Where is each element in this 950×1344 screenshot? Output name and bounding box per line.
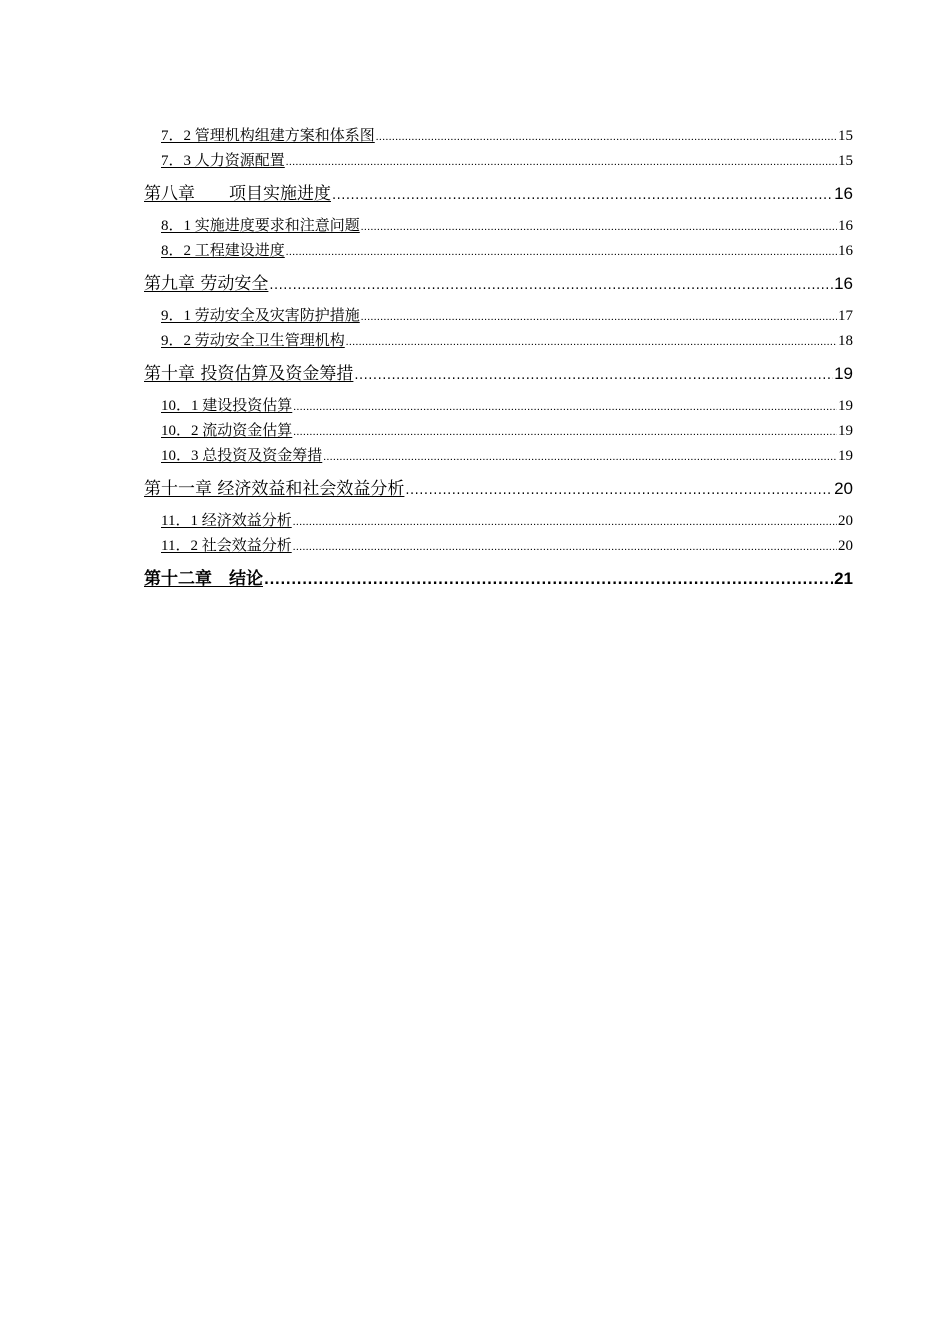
toc-chapter-12[interactable] bbox=[144, 565, 853, 593]
toc-page-number: 16 bbox=[834, 274, 853, 293]
toc-page-number: 18 bbox=[838, 333, 853, 349]
table-of-contents bbox=[144, 124, 853, 599]
toc-page-number: 21 bbox=[834, 569, 853, 588]
toc-entry-8-2[interactable] bbox=[144, 239, 853, 264]
dot-leader bbox=[332, 182, 833, 210]
toc-page-number: 16 bbox=[838, 218, 853, 234]
toc-chapter-label: 第十二章 结论 bbox=[144, 569, 263, 589]
toc-entry-label: 9．1 劳动安全及灾害防护措施 bbox=[161, 308, 360, 324]
toc-entry-10-1[interactable] bbox=[144, 394, 853, 419]
toc-page-number: 19 bbox=[838, 398, 853, 414]
toc-chapter-9[interactable] bbox=[144, 270, 853, 298]
toc-chapter-8[interactable] bbox=[144, 180, 853, 208]
dot-leader bbox=[269, 272, 833, 300]
toc-entry-label: 10．1 建设投资估算 bbox=[161, 398, 293, 414]
toc-entry-9-1[interactable] bbox=[144, 304, 853, 329]
toc-entry-8-1[interactable] bbox=[144, 214, 853, 239]
toc-page-number: 19 bbox=[838, 423, 853, 439]
toc-page-number: 20 bbox=[838, 513, 853, 529]
dot-leader bbox=[293, 510, 837, 535]
toc-entry-7-2[interactable] bbox=[144, 124, 853, 149]
dot-leader bbox=[405, 477, 833, 505]
toc-entry-7-3[interactable] bbox=[144, 149, 853, 174]
dot-leader bbox=[323, 445, 837, 470]
toc-entry-label: 8．2 工程建设进度 bbox=[161, 243, 285, 259]
toc-entry-10-2[interactable] bbox=[144, 419, 853, 444]
toc-page-number: 16 bbox=[834, 184, 853, 203]
toc-entry-9-2[interactable] bbox=[144, 329, 853, 354]
dot-leader bbox=[376, 125, 837, 150]
toc-entry-11-1[interactable] bbox=[144, 509, 853, 534]
toc-page-number: 20 bbox=[838, 538, 853, 554]
toc-entry-label: 10．2 流动资金估算 bbox=[161, 423, 293, 439]
dot-leader bbox=[264, 567, 833, 595]
toc-page-number: 17 bbox=[838, 308, 853, 324]
dot-leader bbox=[293, 535, 837, 560]
toc-chapter-label: 第十章 投资估算及资金筹措 bbox=[144, 364, 354, 384]
toc-chapter-label: 第八章 项目实施进度 bbox=[144, 184, 331, 204]
toc-entry-10-3[interactable] bbox=[144, 444, 853, 469]
toc-chapter-11[interactable] bbox=[144, 475, 853, 503]
toc-page-number: 19 bbox=[838, 448, 853, 464]
toc-entry-label: 7．3 人力资源配置 bbox=[161, 153, 285, 169]
toc-entry-label: 11．2 社会效益分析 bbox=[161, 538, 292, 554]
toc-chapter-label: 第九章 劳动安全 bbox=[144, 274, 269, 294]
dot-leader bbox=[286, 150, 837, 175]
dot-leader bbox=[361, 305, 837, 330]
toc-chapter-10[interactable] bbox=[144, 360, 853, 388]
toc-entry-label: 11．1 经济效益分析 bbox=[161, 513, 292, 529]
toc-page-number: 19 bbox=[834, 364, 853, 383]
dot-leader bbox=[293, 420, 837, 445]
toc-entry-label: 7．2 管理机构组建方案和体系图 bbox=[161, 128, 375, 144]
toc-chapter-label: 第十一章 经济效益和社会效益分析 bbox=[144, 479, 405, 499]
dot-leader bbox=[293, 395, 837, 420]
toc-entry-label: 9．2 劳动安全卫生管理机构 bbox=[161, 333, 345, 349]
toc-entry-label: 10．3 总投资及资金筹措 bbox=[161, 448, 323, 464]
dot-leader bbox=[286, 240, 837, 265]
toc-page-number: 15 bbox=[838, 128, 853, 144]
toc-page-number: 20 bbox=[834, 479, 853, 498]
toc-entry-label: 8．1 实施进度要求和注意问题 bbox=[161, 218, 360, 234]
dot-leader bbox=[361, 215, 837, 240]
toc-page-number: 15 bbox=[838, 153, 853, 169]
dot-leader bbox=[346, 330, 837, 355]
toc-page-number: 16 bbox=[838, 243, 853, 259]
dot-leader bbox=[354, 362, 833, 390]
toc-entry-11-2[interactable] bbox=[144, 534, 853, 559]
